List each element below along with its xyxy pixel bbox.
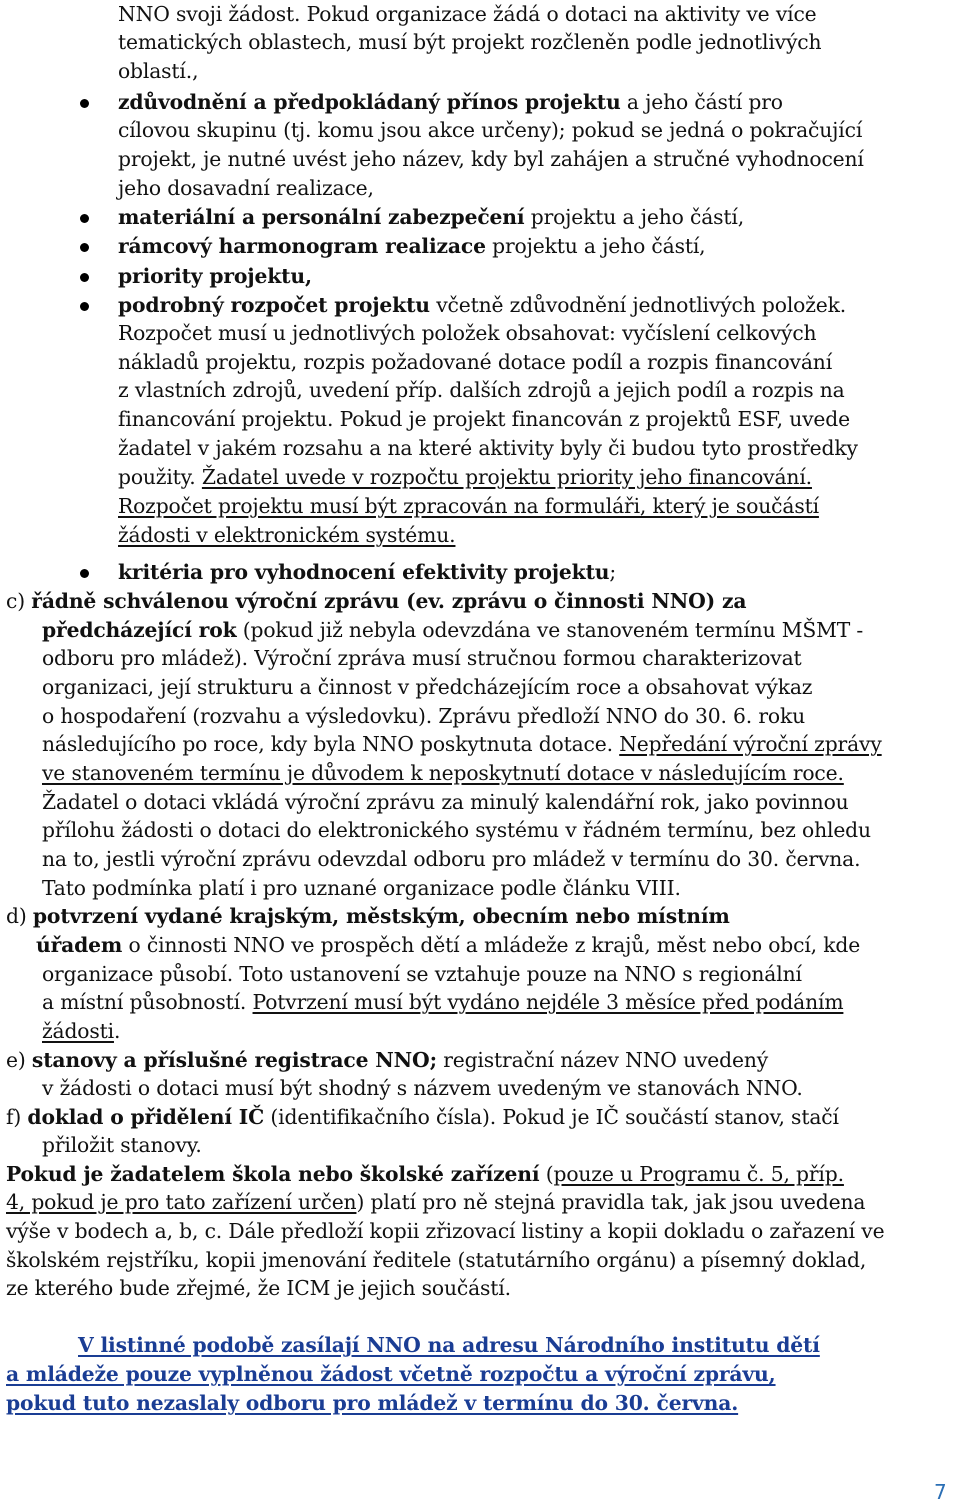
text-segment: Žadatel o dotaci vkládá výroční zprávu za minulý kalendářní rok, jako povinnou [42, 790, 849, 814]
text-line [6, 1103, 955, 1132]
text-segment: a místní působností. [42, 990, 253, 1014]
text-segment: a jeho částí pro [620, 90, 783, 114]
text-line [118, 57, 955, 86]
text-segment: (pokud již nebyla odevzdána ve stanoveném termínu MŠMT - [236, 618, 864, 642]
text-line [118, 116, 955, 145]
text-segment: nákladů projektu, rozpis požadované dotace podíl a rozpis financování [118, 350, 833, 374]
text-segment: přiložit stanovy. [42, 1133, 202, 1157]
text-segment: financování projektu. Pokud je projekt financován z projektů ESF, uvede [118, 407, 850, 431]
bullet-icon [80, 302, 89, 311]
text-segment: Rozpočet musí u jednotlivých položek obsahovat: vyčíslení celkových [118, 321, 817, 345]
bold-text: řádně schválenou výroční zprávu (ev. zprávu o činnosti NNO) za [31, 589, 747, 613]
text-line [118, 145, 955, 174]
text-segment: NNO svoji žádost. Pokud organizace žádá o dotaci na aktivity ve více [118, 2, 817, 26]
text-line [118, 203, 955, 232]
text-line [118, 434, 955, 463]
underlined-text: žádosti v elektronickém systému. [118, 523, 456, 547]
bold-text: priority projektu, [118, 264, 312, 288]
text-segment: včetně zdůvodnění jednotlivých položek. [429, 293, 847, 317]
text-segment: odboru pro mládež). Výroční zpráva musí stručnou formou charakterizovat [42, 646, 802, 670]
text-segment: Tato podmínka platí i pro uznané organizace podle článku VIII. [42, 876, 681, 900]
text-line [118, 376, 955, 405]
text-line [6, 1246, 955, 1275]
bullet-icon [80, 273, 89, 282]
bold-text: materiální a personální zabezpečení [118, 205, 525, 229]
text-segment: v žádosti o dotaci musí být shodný s názvem uvedeným ve stanovách NNO. [42, 1076, 803, 1100]
text-line [42, 673, 955, 702]
text-segment: organizaci, její strukturu a činnost v předcházejícím roce a obsahovat výkaz [42, 675, 813, 699]
text-segment: výše v bodech a, b, c. Dále předloží kopii zřizovací listiny a kopii dokladu o zařazení ve [6, 1219, 885, 1243]
text-segment: použity. [118, 465, 202, 489]
text-line [118, 262, 955, 291]
page-number: 7 [934, 1480, 947, 1504]
bold-text: podrobný rozpočet projektu [118, 293, 430, 317]
underlined-text: a mládeže pouze vyplněnou žádost včetně rozpočtu a výroční zprávu, [6, 1362, 776, 1386]
underlined-text: Potvrzení musí být vydáno nejdéle 3 měsíce před podáním [252, 990, 844, 1014]
bold-text: kritéria pro vyhodnocení efektivity projektu [118, 560, 610, 584]
text-line [118, 28, 955, 57]
text-line [42, 816, 955, 845]
underlined-text: V listinné podobě zasílají NNO na adresu Národního institutu dětí [78, 1333, 820, 1357]
underlined-text: Rozpočet projektu musí být zpracován na formuláři, který je součástí [118, 494, 819, 518]
text-line [6, 1360, 955, 1389]
text-line [42, 960, 955, 989]
text-segment: na to, jestli výroční zprávu odevzdal odboru pro mládež v termínu do 30. června. [42, 847, 861, 871]
bold-text: úřadem [36, 933, 123, 957]
text-line [78, 1331, 955, 1360]
bold-text: rámcový harmonogram realizace [118, 234, 486, 258]
text-line [118, 348, 955, 377]
text-segment: c) [6, 589, 32, 613]
text-line [42, 874, 955, 903]
text-line [42, 1131, 955, 1160]
text-line [42, 759, 955, 788]
text-line [118, 558, 955, 587]
text-segment: organizace působí. Toto ustanovení se vztahuje pouze na NNO s regionální [42, 962, 802, 986]
text-segment: o hospodaření (rozvahu a výsledovku). Zprávu předloží NNO do 30. 6. roku [42, 704, 806, 728]
text-segment: . [113, 1019, 121, 1043]
bullet-icon [80, 569, 89, 578]
text-segment: o činnosti NNO ve prospěch dětí a mládeže z krajů, měst nebo obcí, kde [122, 933, 861, 957]
underlined-text: ve stanoveném termínu je důvodem k neposkytnutí dotace v následujícím roce. [42, 761, 844, 785]
text-line [6, 1389, 955, 1418]
text-segment: d) [6, 904, 33, 928]
text-segment: projektu a jeho částí, [485, 234, 706, 258]
text-line [118, 291, 955, 320]
text-segment: registrační název NNO uvedený [436, 1048, 769, 1072]
text-line [42, 1074, 955, 1103]
text-segment: f) [6, 1105, 28, 1129]
underlined-text: pokud tuto nezaslaly odboru pro mládež v termínu do 30. června. [6, 1391, 739, 1415]
text-segment: jeho dosavadní realizace, [118, 176, 374, 200]
bold-text: potvrzení vydané krajským, městským, obecním nebo místním [32, 904, 730, 928]
text-line [42, 644, 955, 673]
text-line [6, 1160, 955, 1189]
underlined-text: žádosti [42, 1019, 114, 1043]
text-line [42, 702, 955, 731]
bold-text: Pokud je žadatelem škola nebo školské zařízení [6, 1162, 540, 1186]
text-segment: projekt, je nutné uvést jeho název, kdy byl zahájen a stručné vyhodnocení [118, 147, 864, 171]
text-segment: tematických oblastech, musí být projekt rozčleněn podle jednotlivých [118, 30, 822, 54]
bold-text: předcházející rok [42, 618, 237, 642]
text-segment: projektu a jeho částí, [524, 205, 745, 229]
text-line [118, 319, 955, 348]
text-line [6, 1188, 955, 1217]
text-line [6, 902, 955, 931]
bullet-icon [80, 243, 89, 252]
text-segment: (identifikačního čísla). Pokud je IČ součástí stanov, stačí [264, 1105, 839, 1129]
text-line [118, 521, 955, 550]
text-line [118, 405, 955, 434]
underlined-text: pouze u Programu č. 5, příp. [553, 1162, 844, 1186]
text-line [36, 931, 955, 960]
text-line [6, 1217, 955, 1246]
text-line [6, 1046, 955, 1075]
text-line [42, 788, 955, 817]
text-line [6, 1274, 955, 1303]
bullet-icon [80, 99, 89, 108]
text-line [118, 232, 955, 261]
text-segment: oblastí., [118, 59, 199, 83]
bold-text: zdůvodnění a předpokládaný přínos projektu [118, 90, 621, 114]
underlined-text: 4, pokud je pro tato zařízení určen [6, 1190, 357, 1214]
text-line [118, 0, 955, 29]
text-segment: ( [539, 1162, 554, 1186]
text-segment: školském rejstříku, kopii jmenování ředitele (statutárního orgánu) a písemný doklad, [6, 1248, 867, 1272]
text-line [42, 845, 955, 874]
text-line [42, 988, 955, 1017]
text-segment: přílohu žádosti o dotaci do elektronického systému v řádném termínu, bez ohledu [42, 818, 871, 842]
text-segment: následujícího po roce, kdy byla NNO poskytnuta dotace. [42, 732, 620, 756]
text-line [42, 1017, 955, 1046]
text-line [118, 88, 955, 117]
text-segment: e) [6, 1048, 32, 1072]
text-line [42, 616, 955, 645]
text-line [118, 492, 955, 521]
underlined-text: Nepředání výroční zprávy [619, 732, 882, 756]
text-line [118, 463, 955, 492]
text-segment: z vlastních zdrojů, uvedení příp. dalších zdrojů a jejich podíl a rozpis na [118, 378, 845, 402]
text-line [118, 174, 955, 203]
text-segment: ze kterého bude zřejmé, že ICM je jejich součástí. [6, 1276, 511, 1300]
text-line [42, 730, 955, 759]
bold-text: stanovy a příslušné registrace NNO; [31, 1048, 437, 1072]
bold-text: doklad o přidělení IČ [27, 1105, 265, 1129]
text-segment: ) platí pro ně stejná pravidla tak, jak jsou uvedena [356, 1190, 866, 1214]
text-line [6, 587, 955, 616]
bullet-icon [80, 214, 89, 223]
text-segment: cílovou skupinu (tj. komu jsou akce určeny); pokud se jedná o pokračující [118, 118, 863, 142]
text-segment: ; [609, 560, 617, 584]
text-segment: žadatel v jakém rozsahu a na které aktivity byly či budou tyto prostředky [118, 436, 858, 460]
underlined-text: Žadatel uvede v rozpočtu projektu priority jeho financování. [201, 465, 812, 489]
